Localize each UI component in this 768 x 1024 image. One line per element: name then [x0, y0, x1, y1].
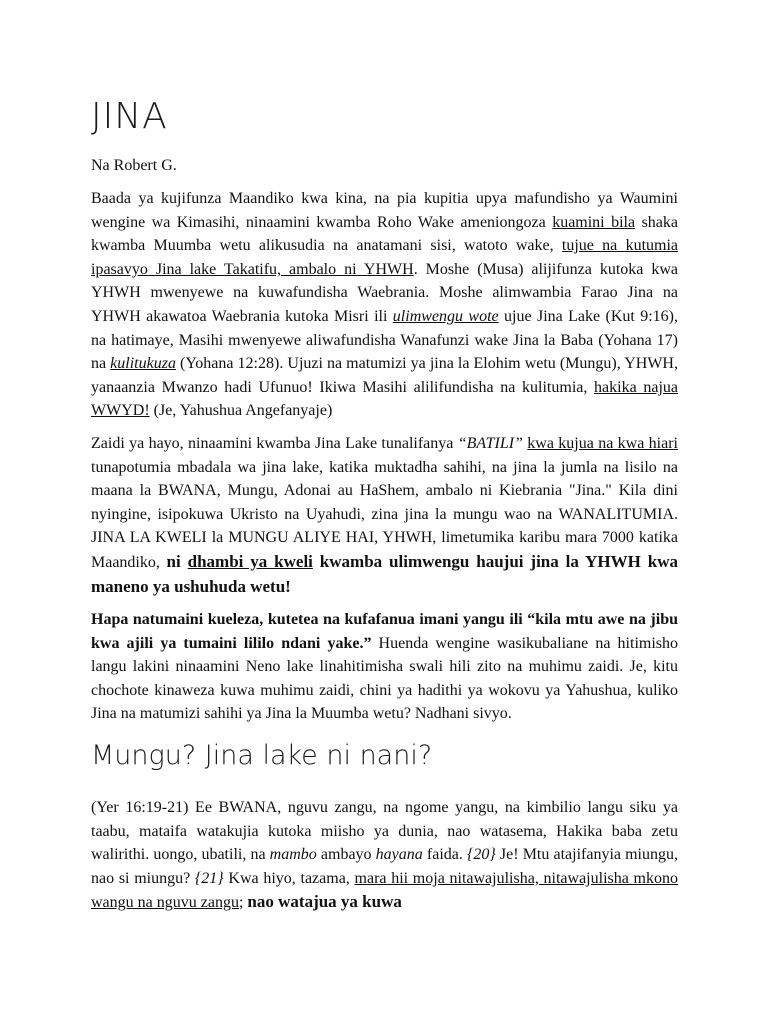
text-run: . Moshe (Musa) alijifunza kutoka kwa YHWH mwenyewe na kuwafundisha Waebrania. Moshe alimwambia Farao Jina na YHWH akawatoa Waebrania kutoka Misri ili [91, 260, 679, 325]
text-run: (Yohana 12:28). Ujuzi na matumizi ya jina la Elohim wetu (Mungu), YHWH, yanaanzia Mwanzo hadi Ufunuo! Ikiwa Masihi alilifundisha na kulitumia, [91, 355, 678, 396]
underlined-text: kwa kujua na kwa hiari [527, 434, 679, 452]
bold-text: nao watajua ya kuwa [247, 892, 402, 912]
text-run: Baada ya kujifunza Maandiko kwa kina, na pia kupitia upya mafundisho ya Waumini wengine wa Kimasihi, ninaamini kwamba Roho Wake ameniongoza [91, 190, 678, 231]
text-run: Zaidi ya hayo, ninaamini kwamba Jina Lake tunalifanya [91, 434, 458, 452]
text-run: ambayo [316, 846, 376, 864]
bold-underlined-text: dhambi ya kweli [187, 551, 313, 571]
underlined-italic-text: ulimwengu wote [392, 307, 499, 325]
text-run: shaka kwamba Muumba wetu alikusudia na anatamani sisi, watoto wake, [91, 213, 678, 255]
text-run: (Yer 16:19-21) Ee BWANA, nguvu zangu, na ngome yangu, na kimbilio langu siku ya taabu, mataifa watakujia kutoka miisho ya dunia, nao watasema, Hakika baba zetu walirithi. uongo, ubatili, na [91, 799, 678, 864]
text-run: Kwa hiyo, tazama, [223, 869, 355, 887]
paragraph-scripture [91, 796, 678, 915]
underlined-text: mara hii moja nitawajulisha, nitawajulisha mkono wangu na nguvu zangu [91, 869, 679, 912]
paragraph-batili [91, 432, 678, 599]
paragraph-intro [91, 187, 678, 423]
document-title: JINA [91, 96, 168, 137]
verse-number: {21} [194, 869, 224, 887]
text-run: ; [238, 894, 248, 912]
bold-text: Hapa natumaini kueleza, kutetea na kufafanua imani yangu ili “kila mtu awe na jibu kwa ajili ya tumaini lililo ndani yake.” [91, 611, 678, 652]
bold-text: ni [166, 551, 188, 571]
italic-text: “BATILI” [457, 434, 523, 452]
text-run: Huenda wengine wasikubaliane na hitimisho langu lakini ninaamini Neno lake linahitimisha swali hili zito na muhimu zaidi. Je, kitu chochote kinaweza kuwa muhimu zaidi, chini ya hadithi ya wokovu ya Yahushua, kuliko Jina na matumizi sahihi ya Jina la Muumba wetu? Nadhani sivyo. [91, 634, 679, 723]
text-run: faida. [422, 846, 467, 864]
text-run: tunapotumia mbadala wa jina lake, katika muktadha sahihi, na jina la jumla na lisilo na maana la BWANA, Mungu, Adonai au HaShem, ambalo ni Kiebrania "Jina." Kila dini nyingine, isipokuwa Ukristo na Uyahudi, zina jina la mungu wao na WANALITUMIA. JINA LA KWELI la MUNGU ALIYE HAI, YHWH, limetumika karibu mara 7000 katika Maandiko, [91, 458, 678, 571]
underlined-italic-text: kulitukuza [110, 355, 176, 373]
author-line: Na Robert G. [91, 157, 177, 174]
text-run: (Je, Yahushua Angefanyaje) [149, 402, 333, 420]
verse-number: {20} [467, 846, 496, 864]
underlined-text: hakika najua WWYD! [91, 378, 678, 420]
text-run: Je! Mtu atajifanyia miungu, nao si miungu? [91, 846, 678, 887]
section-heading: Mungu? Jina lake ni nani? [91, 740, 433, 772]
paragraph-purpose [91, 608, 678, 726]
italic-text: hayana [375, 846, 423, 864]
bold-text: kwamba ulimwengu haujui jina la YHWH kwa maneno ya ushuhuda wetu! [91, 551, 678, 596]
italic-text: mambo [269, 846, 317, 864]
underlined-text: kuamini bila [552, 213, 636, 231]
underlined-text: tujue na kutumia ipasavyo Jina lake Takatifu, ambalo ni YHWH [91, 237, 679, 278]
text-run: ujue Jina Lake (Kut 9:16), na hatimaye, Masihi mwenyewe aliwafundisha Wanafunzi wake Jina la Baba (Yohana 17) na [91, 307, 679, 373]
